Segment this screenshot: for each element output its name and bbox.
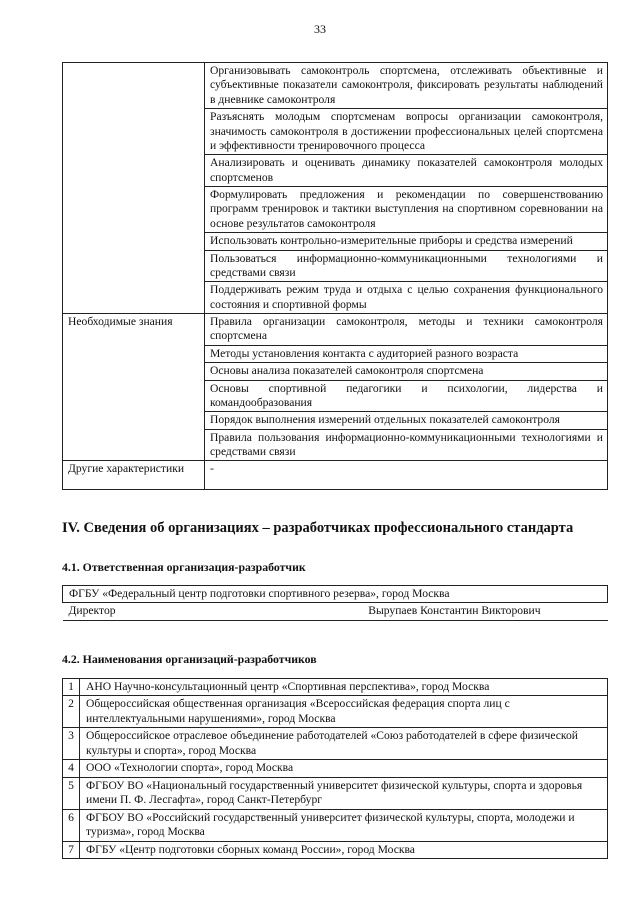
skill-item: Формулировать предложения и рекомендации по совершенствованию программ тренировок и тактики выступления на спортивном соревновании на основе результатов самоконтроля [205,187,608,233]
developer-row [63,777,608,809]
row-label-other: Другие характеристики [63,461,205,490]
responsible-table [62,585,608,621]
developer-number: 4 [63,760,80,777]
developer-row [63,728,608,760]
developer-number: 7 [63,841,80,858]
skill-item: Разъяснять молодым спортсменам вопросы организации самоконтроля, значимость самоконтроля в достижении профессиональных целей спортсмена и эффективности тренировочного процесса [205,109,608,155]
developer-row [63,696,608,728]
skill-item: Пользоваться информационно-коммуникационными технологиями и средствами связи [205,250,608,282]
developer-name: ФГБУ «Центр подготовки сборных команд России», город Москва [80,841,608,858]
developer-name: Общероссийское отраслевое объединение работодателей «Союз работодателей в сфере физической культуры и спорта», город Москва [80,728,608,760]
developers-heading: 4.2. Наименования организаций-разработчиков [62,652,317,666]
developers-table [62,678,608,859]
page-number: 33 [314,22,326,36]
other-item: - [205,461,608,490]
developer-row [63,841,608,858]
developer-name: ФГБОУ ВО «Национальный государственный университет физической культуры, спорта и здоровья имени П. Ф. Лесгафта», город Санкт-Петербург [80,777,608,809]
responsible-heading: 4.1. Ответственная организация-разработчик [62,560,306,574]
developer-name: ООО «Технологии спорта», город Москва [80,760,608,777]
responsible-name: Вырупаев Константин Викторович [362,603,607,620]
knowledge-item: Правила организации самоконтроля, методы и техники самоконтроля спортсмена [205,314,608,346]
section-title: IV. Сведения об организациях – разработчиках профессионального стандарта [62,520,574,536]
developer-row [63,760,608,777]
functions-table [62,62,608,490]
developer-number: 1 [63,679,80,696]
developer-row [63,679,608,696]
knowledge-item: Основы анализа показателей самоконтроля спортсмена [205,363,608,380]
skill-item: Организовывать самоконтроль спортсмена, отслеживать объективные и субъективные показатели самоконтроля, фиксировать результаты наблюдений в дневнике самоконтроля [205,63,608,109]
knowledge-item: Порядок выполнения измерений отдельных показателей самоконтроля [205,412,608,429]
developer-row [63,809,608,841]
developer-number: 6 [63,809,80,841]
skill-item: Поддерживать режим труда и отдыха с целью сохранения функционального состояния и спортивной формы [205,282,608,314]
responsible-organization: ФГБУ «Федеральный центр подготовки спортивного резерва», город Москва [63,586,608,603]
developer-number: 5 [63,777,80,809]
developer-number: 2 [63,696,80,728]
row-label-skills [63,63,205,314]
developer-number: 3 [63,728,80,760]
knowledge-item: Основы спортивной педагогики и психологии, лидерства и командообразования [205,380,608,412]
skill-item: Использовать контрольно-измерительные приборы и средства измерений [205,233,608,250]
developer-name: АНО Научно-консультационный центр «Спортивная перспектива», город Москва [80,679,608,696]
row-label-knowledge: Необходимые знания [63,314,205,461]
responsible-position: Директор [63,603,363,620]
developer-name: ФГБОУ ВО «Российский государственный университет физической культуры, спорта, молодежи и туризма», город Москва [80,809,608,841]
developer-name: Общероссийская общественная организация «Всероссийская федерация спорта лиц с интеллектуальными нарушениями», город Москва [80,696,608,728]
knowledge-item: Правила пользования информационно-коммуникационными технологиями и средствами связи [205,429,608,461]
knowledge-item: Методы установления контакта с аудиторией разного возраста [205,345,608,362]
skill-item: Анализировать и оценивать динамику показателей самоконтроля молодых спортсменов [205,155,608,187]
